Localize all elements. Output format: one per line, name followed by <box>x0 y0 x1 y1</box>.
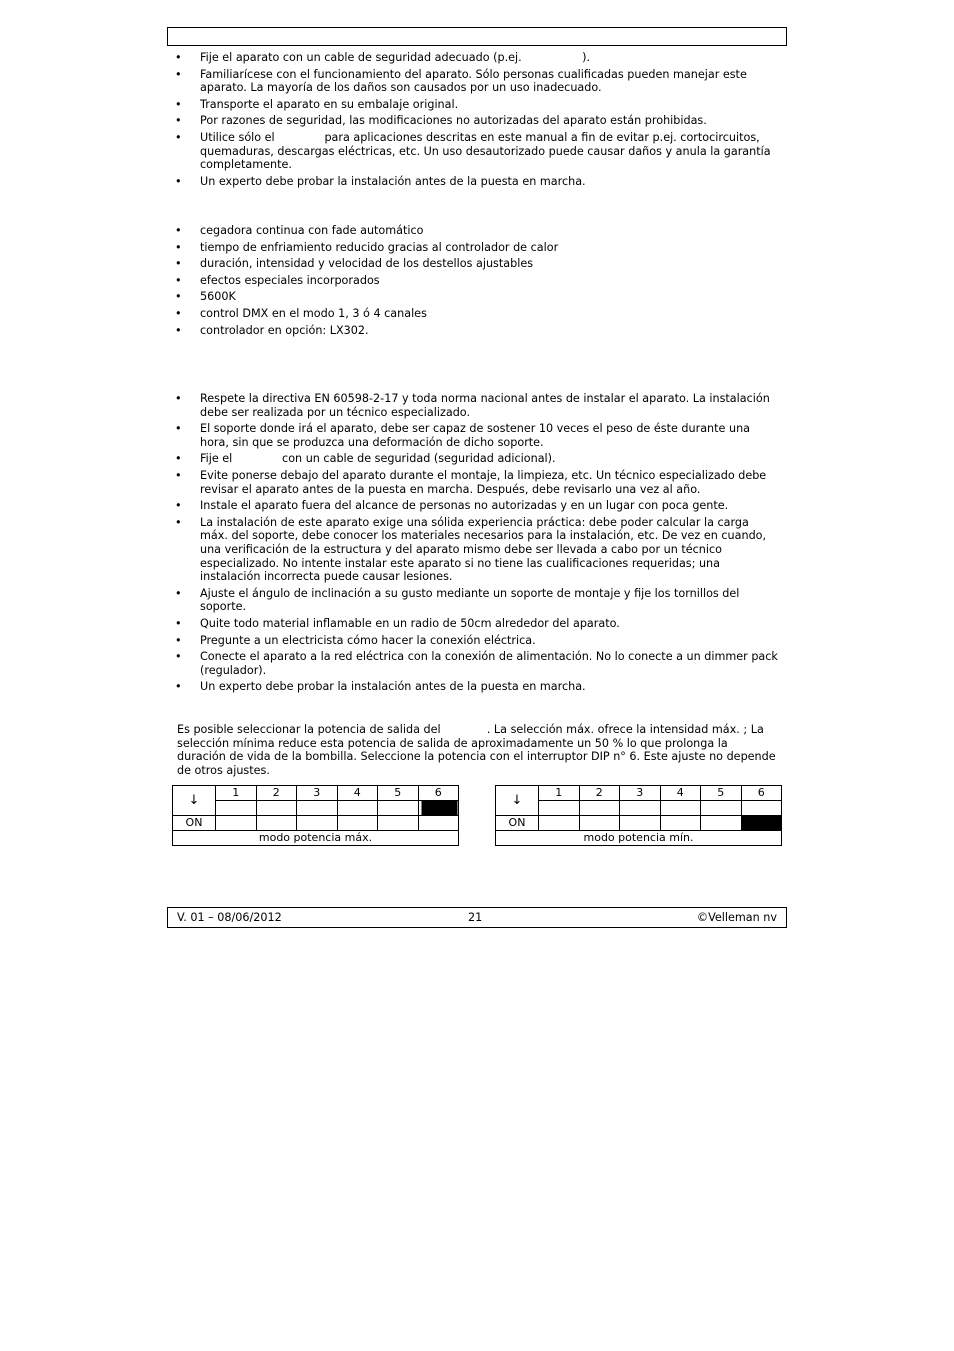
page-number: 21 <box>468 911 483 924</box>
switch-cell <box>216 816 257 831</box>
list-item: • Quite todo material inflamable en un radio de 50cm alrededor del aparato. <box>175 617 780 631</box>
switch-cell <box>539 816 580 831</box>
footer <box>167 907 787 928</box>
switch-number: 2 <box>579 786 620 801</box>
list-item: • El soporte donde irá el aparato, debe ser capaz de sostener 10 veces el peso de éste durante una hora, sin que se produzca una deformación de dicho soporte. <box>175 422 780 449</box>
switch-number: 3 <box>620 786 661 801</box>
switch-cell <box>660 801 701 816</box>
switch-number: 3 <box>297 786 338 801</box>
switch-cell <box>579 816 620 831</box>
on-label: ON <box>173 816 216 831</box>
list-item: • La instalación de este aparato exige una sólida experiencia práctica: debe poder calcular la carga máx. del soporte, debe conocer los materiales necesarios para la instalación, etc. De vez en cuando, una verificación de la estructura y del aparato mismo debe ser llevada a cabo por un técnico especializado. No intente instalar este aparato si no tiene las cualificaciones requeridas; una instalación incorrecta puede causar lesiones. <box>175 516 780 584</box>
switch-cell <box>620 801 661 816</box>
list-item: • tiempo de enfriamiento reducido gracias al controlador de calor <box>175 241 780 255</box>
switch-number: 4 <box>337 786 378 801</box>
switch-cell <box>539 801 580 816</box>
switch-cell <box>297 801 338 816</box>
list-item: • efectos especiales incorporados <box>175 274 780 288</box>
switch-cell <box>378 801 419 816</box>
list-item: • Utilice sólo el para aplicaciones descritas en este manual a fin de evitar p.ej. cortocircuitos, quemaduras, descargas eléctricas, etc. Un uso desautorizado puede causar daños y anula la garantía completamente. <box>175 131 780 172</box>
dip-table-min <box>495 785 782 846</box>
list-item: • Familiarícese con el funcionamiento del aparato. Sólo personas cualificadas pueden manejar este aparato. La mayoría de los daños son causados por un uso inadecuado. <box>175 68 780 95</box>
switch-number: 6 <box>741 786 782 801</box>
installation-list <box>175 392 780 697</box>
switch-cell <box>620 816 661 831</box>
switch-number: 1 <box>216 786 257 801</box>
switch-cell <box>337 801 378 816</box>
list-item: • Un experto debe probar la instalación antes de la puesta en marcha. <box>175 175 780 189</box>
switch-cell <box>701 801 742 816</box>
power-paragraph: Es posible seleccionar la potencia de salida del . La selección máx. ofrece la intensidad máx. ; La selección mínima reduce esta potencia de salida de aproximadamente un 50 % lo que prolonga la duración de vida de la bombilla. Seleccione la potencia con el interruptor DIP n° 6. Este ajuste no depende de otros ajustes. <box>177 723 776 777</box>
switch-cell-filled <box>741 816 782 831</box>
switch-cell <box>216 801 257 816</box>
switch-number: 5 <box>378 786 419 801</box>
arrow-down-icon: ↓ <box>173 786 216 816</box>
switch-number: 6 <box>418 786 459 801</box>
list-item: • duración, intensidad y velocidad de los destellos ajustables <box>175 257 780 271</box>
header-box <box>167 27 787 46</box>
switch-cell-filled <box>418 801 459 816</box>
list-item: • Respete la directiva EN 60598-2-17 y toda norma nacional antes de instalar el aparato. La instalación debe ser realizada por un técnico especializado. <box>175 392 780 419</box>
switch-cell <box>579 801 620 816</box>
safety-list <box>175 51 780 191</box>
switch-cell <box>701 816 742 831</box>
arrow-down-icon: ↓ <box>496 786 539 816</box>
list-item: • Conecte el aparato a la red eléctrica con la conexión de alimentación. No lo conecte a un dimmer pack (regulador). <box>175 650 780 677</box>
switch-cell <box>741 801 782 816</box>
switch-cell <box>256 816 297 831</box>
version-date: V. 01 – 08/06/2012 <box>177 911 282 924</box>
switch-cell <box>418 816 459 831</box>
table-caption: modo potencia máx. <box>173 831 459 846</box>
switch-number: 1 <box>539 786 580 801</box>
list-item: • Transporte el aparato en su embalaje original. <box>175 98 780 112</box>
list-item: • control DMX en el modo 1, 3 ó 4 canales <box>175 307 780 321</box>
switch-cell <box>337 816 378 831</box>
switch-cell <box>297 816 338 831</box>
table-caption: modo potencia mín. <box>496 831 782 846</box>
list-item: • Fije el con un cable de seguridad (seguridad adicional). <box>175 452 780 466</box>
list-item: • Fije el aparato con un cable de seguridad adecuado (p.ej. ). <box>175 51 780 65</box>
list-item: • Evite ponerse debajo del aparato durante el montaje, la limpieza, etc. Un técnico especializado debe revisar el aparato antes de la puesta en marcha. Después, debe revisarlo una vez al año. <box>175 469 780 496</box>
switch-number: 2 <box>256 786 297 801</box>
switch-cell <box>378 816 419 831</box>
list-item: • Pregunte a un electricista cómo hacer la conexión eléctrica. <box>175 634 780 648</box>
switch-number: 5 <box>701 786 742 801</box>
switch-number: 4 <box>660 786 701 801</box>
list-item: • Un experto debe probar la instalación antes de la puesta en marcha. <box>175 680 780 694</box>
switch-cell <box>660 816 701 831</box>
list-item: • cegadora continua con fade automático <box>175 224 780 238</box>
list-item: • Por razones de seguridad, las modificaciones no autorizadas del aparato están prohibidas. <box>175 114 780 128</box>
list-item: • controlador en opción: LX302. <box>175 324 780 338</box>
switch-cell <box>256 801 297 816</box>
list-item: • Ajuste el ángulo de inclinación a su gusto mediante un soporte de montaje y fije los tornillos del soporte. <box>175 587 780 614</box>
copyright: ©Velleman nv <box>696 911 777 924</box>
on-label: ON <box>496 816 539 831</box>
dip-table-max <box>172 785 459 846</box>
list-item: • 5600K <box>175 290 780 304</box>
features-list <box>175 224 780 340</box>
list-item: • Instale el aparato fuera del alcance de personas no autorizadas y en un lugar con poca gente. <box>175 499 780 513</box>
